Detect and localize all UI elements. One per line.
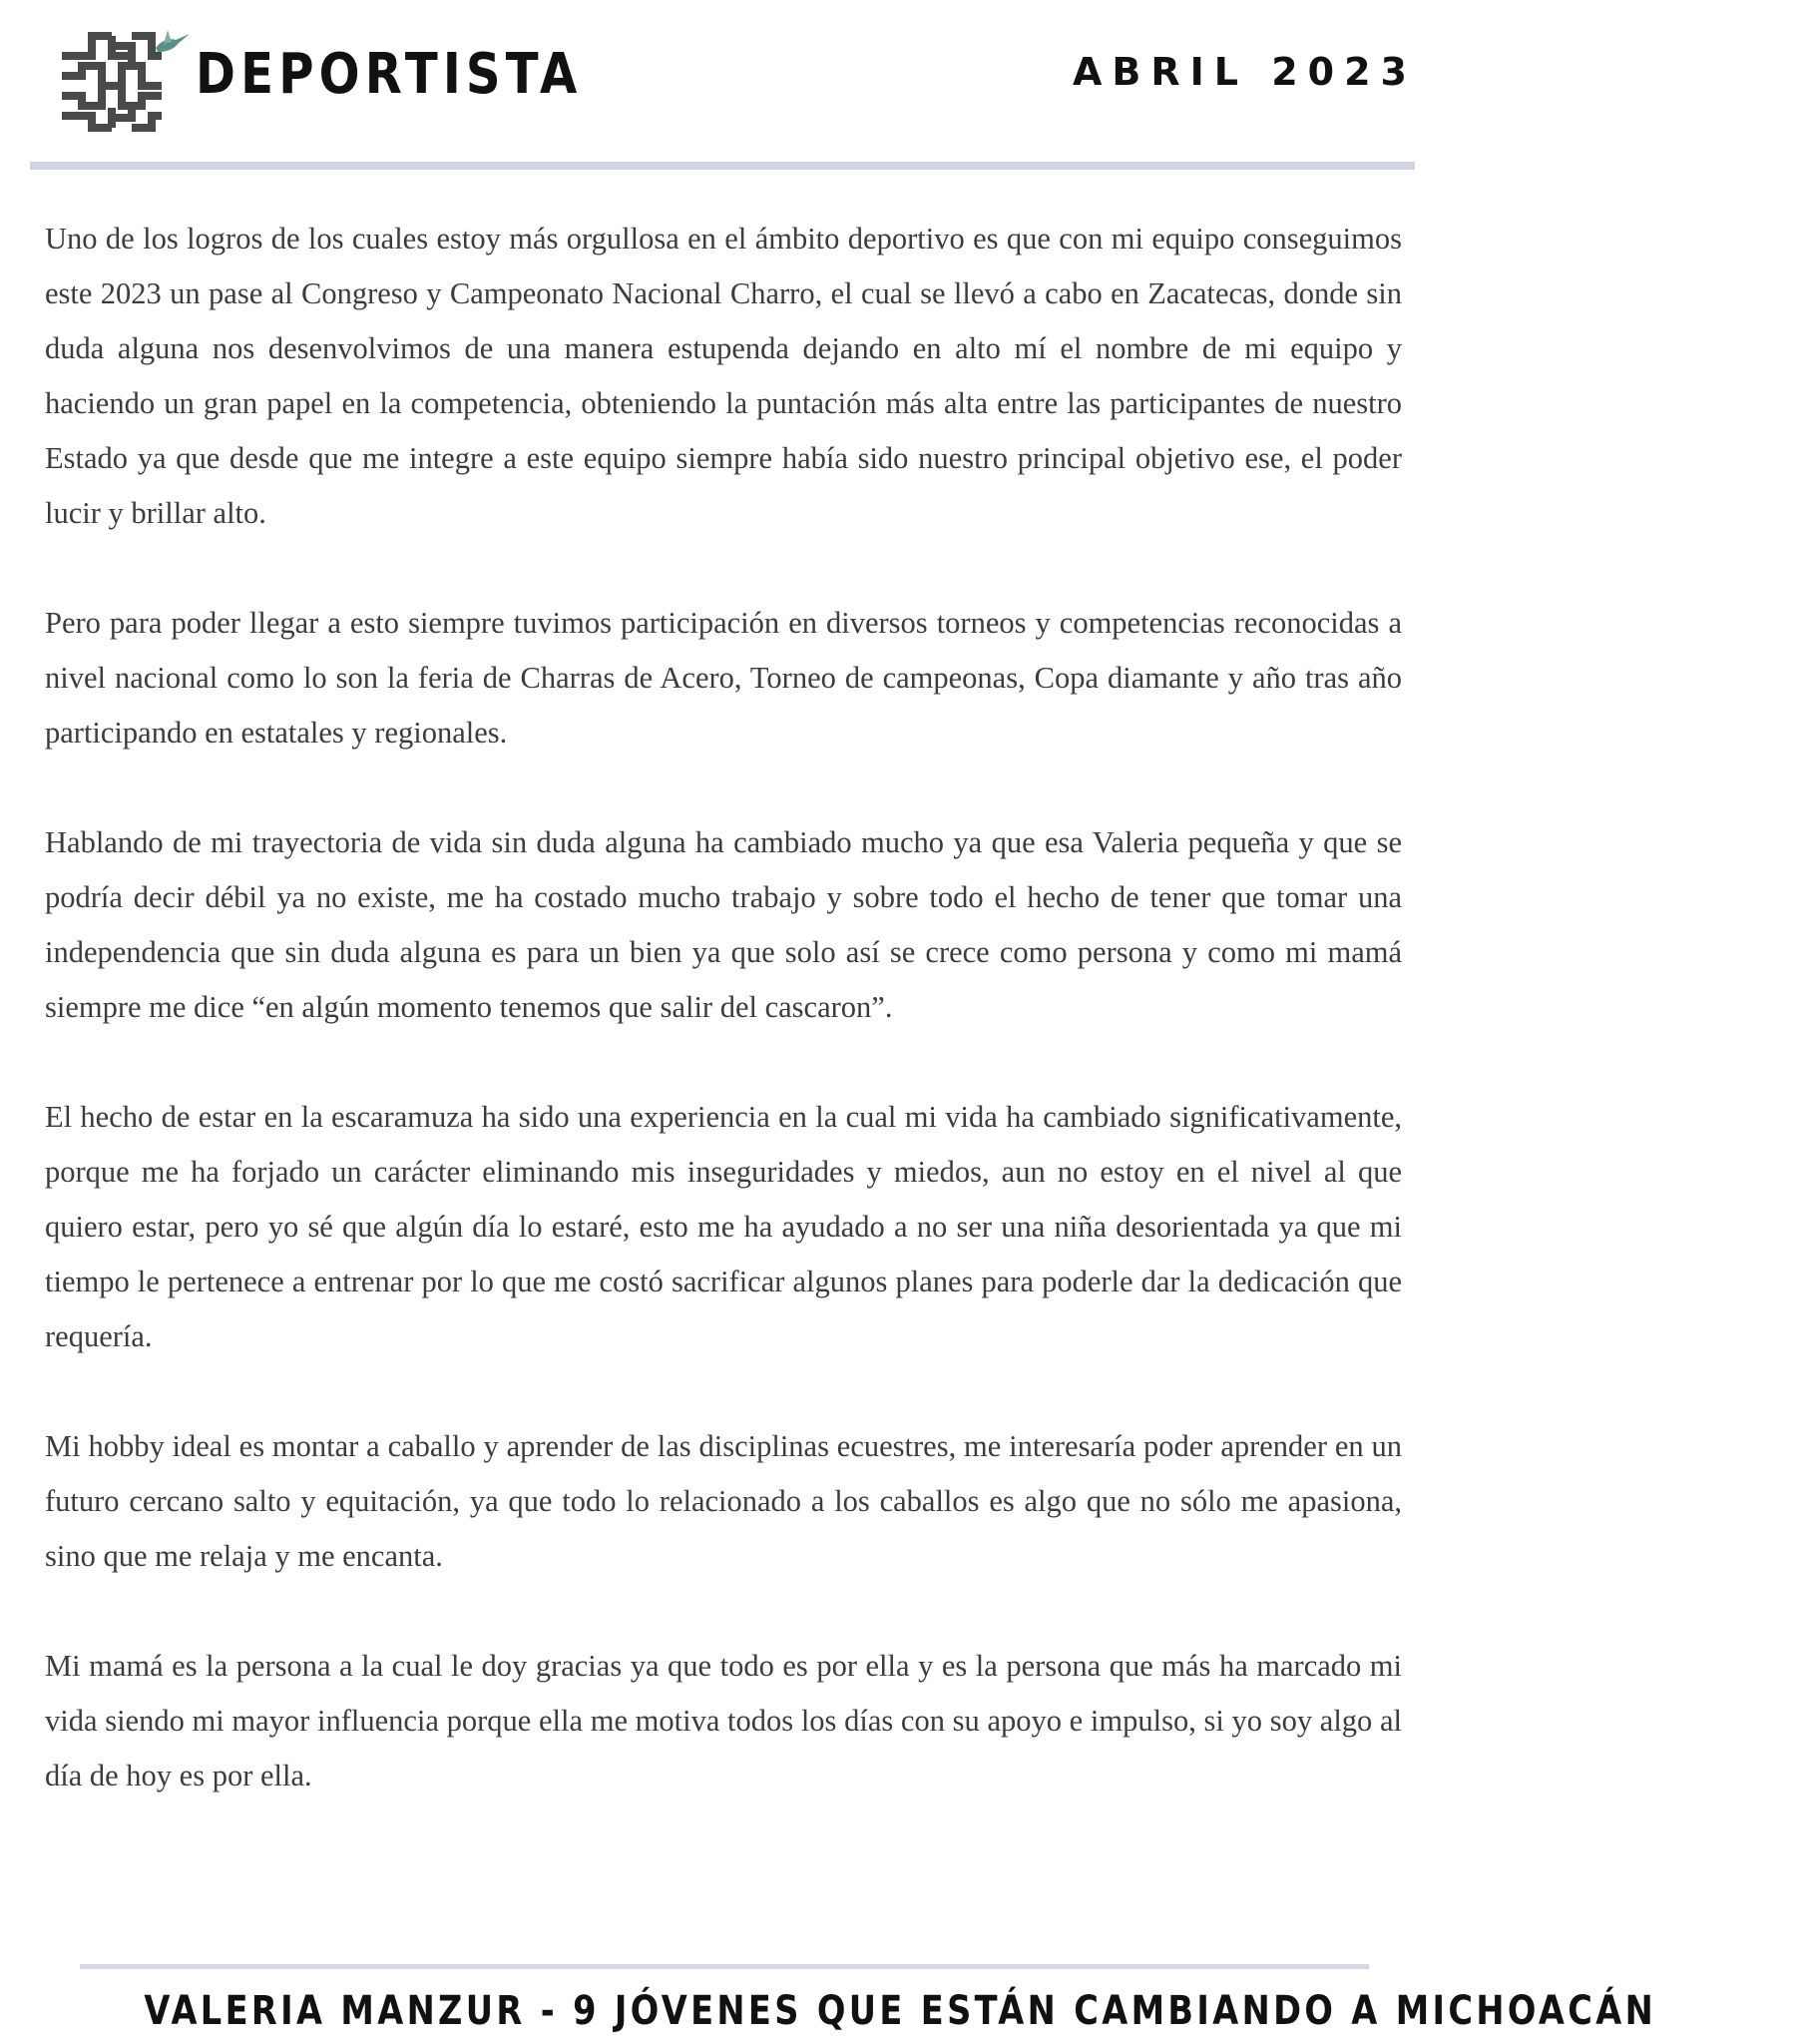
paragraph: El hecho de estar en la escaramuza ha sido una experiencia en la cual mi vida ha cambiado significativamente, porque me ha forjado un carácter eliminando mis inseguridades y miedos, aun no estoy en el nivel al que quiero estar, pero yo sé que algún día lo estaré, esto me ha ayudado a no ser una niña desorientada ya que mi tiempo le pertenece a entrenar por lo que me costó sacrificar algunos planes para poderle dar la dedicación que requería. bbox=[45, 1100, 1402, 1353]
paragraph: Uno de los logros de los cuales estoy más orgullosa en el ámbito deportivo es que con mi equipo conseguimos este 2023 un pase al Congreso y Campeonato Nacional Charro, el cual se llevó a cabo en Zacatecas, donde sin duda alguna nos desenvolvimos de una manera estupenda dejando en alto mí el nombre de mi equipo y haciendo un gran papel en la competencia, obteniendo la puntación más alta entre las participantes de nuestro Estado ya que desde que me integre a este equipo siempre había sido nuestro principal objetivo ese, el poder lucir y brillar alto. bbox=[45, 222, 1402, 530]
footer-divider bbox=[80, 1964, 1369, 1969]
paragraph: Mi hobby ideal es montar a caballo y aprender de las disciplinas ecuestres, me interesaría poder aprender en un futuro cercano salto y equitación, ya que todo lo relacionado a los caballos es algo que no sólo me apasiona, sino que me relaja y me encanta. bbox=[45, 1429, 1402, 1573]
paragraph: Hablando de mi trayectoria de vida sin duda alguna ha cambiado mucho ya que esa Valeria pequeña y que se podría decir débil ya no existe, me ha costado mucho trabajo y sobre todo el hecho de tener que tomar una independencia que sin duda alguna es para un bien ya que solo así se crece como persona y como mi mamá siempre me dice “en algún momento tenemos que salir del cascaron”. bbox=[45, 825, 1402, 1024]
hummingbird-icon bbox=[156, 30, 190, 52]
footer-title bbox=[0, 1988, 1657, 2034]
brand-name: DEPORTISTA bbox=[196, 42, 583, 107]
paragraph: Mi mamá es la persona a la cual le doy gracias ya que todo es por ella y es la persona que más ha marcado mi vida siendo mi mayor influencia porque ella me motiva todos los días con su apoyo e impulso, si yo soy algo al día de hoy es por ella. bbox=[45, 1649, 1402, 1792]
article-body bbox=[45, 212, 1402, 1858]
paragraph: Pero para poder llegar a esto siempre tuvimos participación en diversos torneos y competencias reconocidas a nivel nacional como lo son la feria de Charras de Acero, Torneo de campeonas, Copa diamante y año tras año participando en estatales y regionales. bbox=[45, 606, 1402, 750]
header-divider bbox=[30, 162, 1415, 170]
footer-title-text: VALERIA MANZUR - 9 JÓVENES QUE ESTÁN CAMBIANDO A MICHOACÁN bbox=[144, 1988, 1657, 2034]
issue-date: ABRIL 2023 bbox=[1073, 50, 1417, 94]
page-header bbox=[0, 0, 1445, 160]
knot-logo-icon bbox=[52, 26, 192, 138]
